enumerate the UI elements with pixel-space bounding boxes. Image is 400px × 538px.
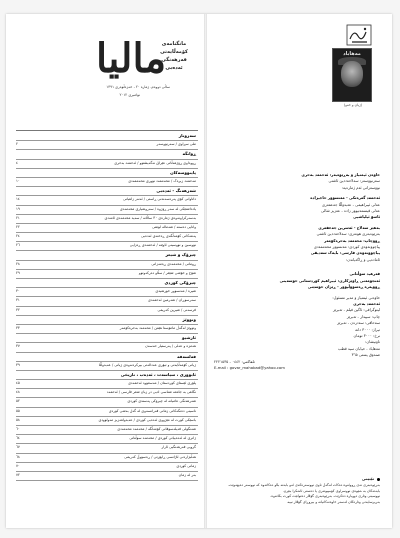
- toc-entry: [16, 454, 198, 463]
- masthead-line: چاپ: سپیدار - تەبرێز: [346, 313, 380, 319]
- toc-row-divider: [16, 480, 198, 481]
- toc-entry: [16, 178, 198, 187]
- toc-entry: [16, 288, 198, 297]
- toc-entry-title: زمانی کوردی: [176, 463, 196, 468]
- toc-entry: [16, 242, 198, 251]
- toc-page-number: ٥٨: [16, 417, 20, 422]
- toc-section-heading: [16, 187, 198, 196]
- toc-entry-title: ئابووری ، سیاسەت ، ئەدەب ، تاریخی: [120, 371, 196, 377]
- toc-entry: [16, 463, 198, 472]
- toc-page-number: ٤٨: [16, 390, 20, 395]
- toc-section-heading: [16, 353, 198, 362]
- cover-portrait: [341, 61, 363, 87]
- cover-thumbnail: [332, 48, 372, 102]
- masthead-line: ئەحمەد گەرەتکی - مەنسوور حاجیزادە: [310, 195, 380, 201]
- toc-page-number: ٦٤: [16, 436, 20, 441]
- masthead-line: E-mail : govar_mahabad@yahoo.com: [214, 364, 285, 370]
- toc-page-number: ٧٠: [16, 463, 20, 468]
- masthead-line: بەرێوەبەری هونەری: سەلاحەددین ئاشتی: [316, 231, 380, 237]
- toc-entry-title: سەرسوڕان / شەرمین ئەحمەدی: [148, 298, 196, 303]
- toc-page-number: ٧٢: [16, 472, 20, 477]
- toc-entry-title: یادداشتێکی لە سەر ڕۆژوە / سەروشیاری محەمەدی: [119, 206, 196, 211]
- toc-entry: [16, 398, 198, 407]
- issue-date-gregorian: نوامبری ٢٠١٢: [119, 93, 140, 97]
- toc-entry-title: شەنگولی فەیلەسوفانی کۆمەڵگە / محەمەد محەمەدی: [117, 427, 196, 431]
- toc-entry-title: مەحمەد زیرەک / محەممەد نووری محەممەدی: [128, 178, 196, 183]
- note-item: نووسینی وتاری دووبارە دەکرێت. بەڕێوەبەری گۆڤار دەتوانێت کورت بکاتەوە.: [270, 494, 380, 499]
- toc-entry-title: چیرۆک و شیعر: [165, 252, 196, 258]
- toc-page-number: ٥٥: [16, 408, 20, 413]
- toc-page-number: ٣٩: [16, 362, 20, 367]
- toc-section-heading: [16, 132, 198, 141]
- masthead-line: صندوق پستی ٣٦٥: [351, 352, 380, 358]
- toc-page-number: ٣٧: [16, 344, 20, 349]
- masthead-line: خاوەنی ئیمتیاز و مدیر مسئول:: [332, 294, 380, 300]
- notes-heading-text: تێبینی: [361, 476, 374, 481]
- toc-section-heading: [16, 150, 198, 159]
- masthead-line: ئامادەیی و ڕاگەیاندن:: [345, 256, 380, 262]
- magazine-spread: [6, 14, 392, 528]
- toc-entry-title: نووسین و نووسینی ئاوێتە / ئەحمەدی ڕەزایی: [129, 243, 196, 248]
- toc-entry: [16, 297, 198, 306]
- toc-entry-title: ڕوانگە: [182, 151, 196, 157]
- magazine-logo: [96, 36, 196, 84]
- page-fold: [204, 14, 207, 528]
- toc-entry-title: گروپی فەرهەنگیی ئارار: [161, 445, 196, 450]
- toc-page-number: ٢١: [16, 215, 20, 220]
- masthead-line: عەلی قیسمەتپوور زادە - عەزیز شالی: [321, 208, 380, 214]
- masthead-line: عەلی ئیبراهیمی - عەبدوڵڵا جەعفەری: [322, 201, 380, 207]
- toc-entry: [16, 206, 198, 215]
- toc-entry: [16, 435, 198, 444]
- toc-section-heading: [16, 371, 198, 380]
- toc-entry: [16, 426, 198, 435]
- masthead-line: ئەنجومەنی ڕاوێژکاری: ئیبراهیم کوردستانی حوسەینی: [279, 277, 380, 283]
- toc-entry-title: وتووێژ لەگەڵ مامۆستا هێمن / محەمەد بەحرەکۆمەر: [119, 325, 196, 330]
- masthead-line: نرخ: ٣٠٠٠ تومان: [353, 332, 380, 338]
- note-item: بەرپرسایەتی وتارەکان لەسەر خاوەنەکانیانە و بیروڕای گۆڤار نییە.: [286, 499, 380, 504]
- toc-entry-title: شەرهەنگ - ئەدەبی: [156, 188, 196, 194]
- toc-entry-title: پەنتەکانی کۆمەڵگەی ڕەخنەی ئەدەبی: [141, 234, 196, 239]
- masthead-line: ڕووپەرە ڕەسووڵپوور - ڕێزان حوسێنی: [307, 284, 380, 290]
- toc-entry: [16, 215, 198, 224]
- toc-entry: [16, 307, 198, 316]
- toc-section-heading: [16, 316, 198, 325]
- masthead-line: سەحافی: سەدرەن - تەبرێز: [337, 320, 380, 326]
- masthead-page: [210, 14, 386, 528]
- masthead-line: سەرنووسەر: سەلاحەددین ئاشتی: [328, 178, 380, 184]
- masthead-line: فەرهید سوڵتانی: [349, 271, 380, 277]
- masthead-line: ڕووچاپ: محەمەد بەحرەکۆمەر: [324, 237, 380, 243]
- toc-entry-title: بەر لە زمان: [178, 472, 196, 477]
- toc-entry-title: پلۆری ئێستای کوردستان / مەسعوود ئەحمەدی: [128, 381, 196, 386]
- logo-wordmark: ماليا: [96, 35, 167, 82]
- toc-entry: [16, 417, 198, 426]
- calligraphy-emblem-icon: [346, 24, 372, 46]
- toc-page-number: ٣١: [16, 298, 20, 303]
- masthead-line: خاوەن ئیمتیاز و بەڕێوەبەر: ئەحمەد بەحری: [301, 172, 380, 177]
- toc-entry: [16, 408, 198, 417]
- table-of-contents: [16, 132, 198, 481]
- logo-line: ئەدەبی: [165, 65, 183, 71]
- toc-entry: [16, 261, 198, 270]
- logo-tagline: [152, 40, 196, 72]
- toc-entry: [16, 380, 198, 389]
- note-item: بەڕێوەبەری نەی ڕووئەوە دەکات لەگەڵ ناوی نووسەرەکەی ئەو بابەتە بڵاو دەکاتەوە کە نووسەر دەیهەوێت.: [227, 483, 380, 487]
- toc-section-heading: [16, 279, 198, 288]
- masthead-line: تلفاکس: ٠٤٤٢ - ٢٢٢١٥٣٥: [214, 358, 255, 364]
- toc-page-number: ٢٤: [16, 234, 20, 239]
- masthead-line: ئەحمەد بەحری: [353, 300, 380, 306]
- toc-entry-title: وتووێژ: [182, 316, 196, 322]
- toc-page-number: ٤٥: [16, 381, 20, 386]
- toc-page-number: ٥٢: [16, 399, 20, 404]
- masthead-line: تیراژ: ٣٠٠٠ دانە: [355, 326, 380, 332]
- masthead-line: مەهاباد - خیابان سید قطب: [338, 345, 380, 351]
- toc-page-number: ٢: [16, 142, 18, 147]
- toc-entry-title: شەرهەنگی عامیانە لە چیرۆکی پەسندی کوردی: [127, 399, 196, 404]
- toc-page-number: ٢٦: [16, 243, 20, 248]
- toc-entry: [16, 233, 198, 242]
- toc-entry-title: ڕومانی / محەمەدی ڕەمەزانی: [151, 261, 196, 266]
- logo-line: فەرهەنگی: [161, 57, 187, 63]
- masthead-credits: [214, 172, 380, 371]
- toc-entry-title: سەروتار: [178, 133, 196, 138]
- masthead-line: پیاچوونەوەی کوردی: مەنسوور محەممەدی: [313, 244, 380, 250]
- toc-entry-title: چیرۆکی کوردی: [164, 280, 196, 285]
- toc-entry: [16, 472, 198, 481]
- toc-section-heading: [16, 334, 198, 343]
- toc-top-divider: [16, 130, 198, 131]
- toc-page-number: ٢٢: [16, 224, 20, 229]
- toc-entry: [16, 343, 198, 352]
- notes-box: [210, 476, 380, 505]
- toc-page-number: ٦٨: [16, 454, 20, 459]
- toc-entry: [16, 160, 198, 169]
- toc-entry-title: پاینووسەکان: [170, 169, 196, 175]
- cover-title: مەهاباد: [343, 51, 361, 57]
- toc-entry: [16, 389, 198, 398]
- toc-page-number: ٢٨: [16, 261, 20, 266]
- toc-entry-title: ڕووداوی ڕۆژهەڵاتی عێراق نەگەیشتوو / ئەحمەد بەحری: [114, 160, 196, 165]
- toc-section-heading: [16, 169, 198, 178]
- logo-line: مانگنامەی: [161, 41, 187, 47]
- toc-entry: [16, 270, 198, 279]
- masthead-line: لیتوگرافی: ئاگین فیلم - تەبرێز: [332, 307, 380, 313]
- toc-page-number: ٢٩: [16, 270, 20, 275]
- toc-entry-title: شیرە / مەنسوور خورشیدی: [155, 289, 196, 294]
- contents-page: [14, 14, 200, 528]
- toc-page-number: ١٤: [16, 197, 20, 202]
- masthead-line: نووسەرانی ئەم ژمارەیە:: [341, 184, 380, 190]
- cover-caption: (ژیان و خەو): [343, 103, 363, 107]
- bullet-icon: [377, 478, 380, 481]
- masthead-line: ئاسۆ ئیلیاشیی: [353, 214, 380, 220]
- toc-page-number: ٦٠: [16, 427, 20, 431]
- toc-page-number: ١٩: [16, 206, 20, 211]
- toc-page-number: ٤: [16, 160, 18, 165]
- toc-entry: [16, 224, 198, 233]
- toc-entry: [16, 196, 198, 205]
- toc-entry-title: شۆخ و خۆشی شێعر / سڵاو دەرکەوتوو: [138, 270, 196, 275]
- toc-entry-title: باسێکی کورت لە مێژووی ئەدەبی کوردی / عەبدولعەزیز مەولوودی: [98, 417, 196, 422]
- toc-page-number: ١٠: [16, 178, 20, 183]
- toc-entry-title: وانایی دەستە / شەمالە لوتفی: [152, 224, 196, 229]
- toc-page-number: ٣٢: [16, 307, 20, 312]
- toc-entry: [16, 444, 198, 453]
- issue-info: ساڵی دووەم، ژمارە ٢٠ ، خەزەڵوەری ١٣٩١: [106, 85, 170, 89]
- toc-page-number: ٣٠: [16, 289, 20, 294]
- toc-entry-title: هەڵبژاردنی ئاژانسی ڕاپۆرتی / ڕەسووڵ کەریمی: [124, 454, 196, 459]
- masthead-line: بەهێز سەلاح - ئەسرین جەعفەری: [318, 224, 380, 230]
- toc-section-heading: [16, 251, 198, 260]
- toc-entry-title: فرسەنی / شیرین کەریمی: [157, 307, 196, 312]
- note-item: بابەتەکان بە شێوەی نووسراوی کۆمپیوتەری یا دەستی ئاشکرا بنێرن.: [282, 488, 380, 493]
- toc-entry-title: داتاوانی کۆی پەرەسەندنی ڕاستی / ئەنەر زاهیانی: [123, 197, 196, 202]
- toc-entry-title: ملی سڕاوی / سەرنووسەر: [156, 142, 196, 147]
- toc-entry-title: ژیانی کۆمەڵایەتی و تیۆری عەدالەتی بیرکردنەوەی ژیانی / عەبدوڵڵا: [98, 362, 196, 367]
- toc-entry: [16, 141, 198, 150]
- notes-heading: [210, 476, 380, 481]
- toc-entry-title: ژانری لە ئەدەبیاتی کوردی / محەمەد سوڵتانی: [129, 436, 196, 441]
- masthead-line: پیاچوونەوەی فارسی: بایەک سەدیقی: [310, 250, 380, 256]
- toc-entry-title: بەسەرکراونەوەی ژمارەی ٣٠ ساڵانە / سەید محەمەدی ئامەدی: [104, 215, 196, 220]
- toc-entry-title: نگاهی به جامعه شناسی ادبی در زبان شعر فارسی / ئەحمەد: [106, 390, 196, 395]
- toc-entry-title: ناسینی دەنگەکانی زمانی فەرانسەوی لە گەل بەشی کوردی: [108, 408, 196, 413]
- logo-line: کۆمەڵایەتی: [160, 49, 188, 55]
- toc-entry: [16, 325, 198, 334]
- toc-entry: [16, 362, 198, 371]
- toc-entry-title: هەمزە و عەلی / پەرستیار حەسەن: [145, 344, 196, 349]
- toc-page-number: ٣٣: [16, 325, 20, 330]
- toc-page-number: ٦٧: [16, 445, 20, 450]
- masthead-line: ناونیشان:: [365, 339, 380, 345]
- toc-entry-title: فەلسەفە: [177, 353, 196, 359]
- toc-entry-title: ئارشیو: [181, 335, 196, 341]
